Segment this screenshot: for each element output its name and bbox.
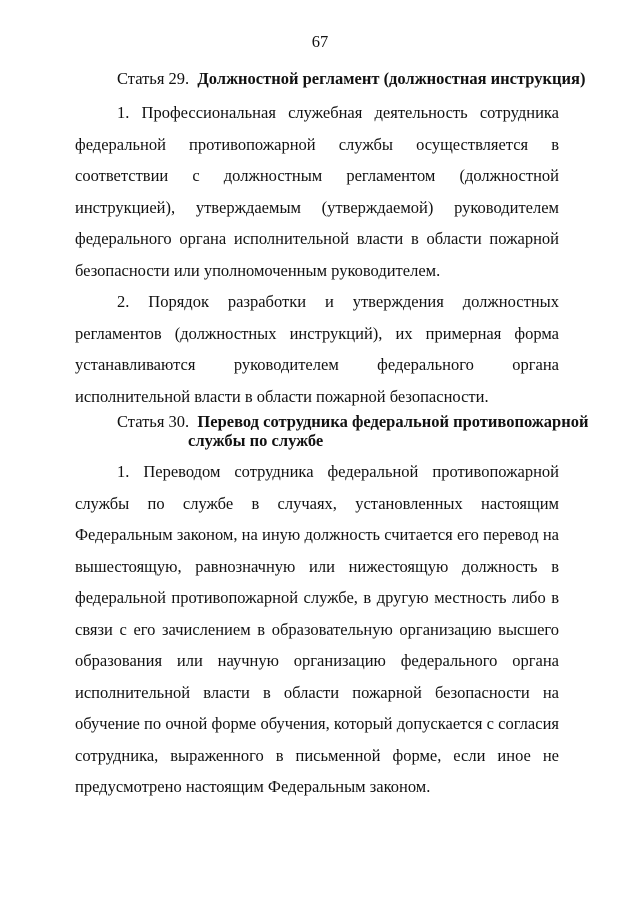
article-30-label: Статья 30. [117, 412, 190, 431]
article-29-label: Статья 29. [117, 69, 190, 88]
article-30-title-line-1: Перевод сотрудника федеральной противопожарной [197, 412, 589, 431]
article-30-title-line-2: службы по службе [188, 431, 324, 450]
page-number: 67 [311, 32, 329, 51]
article-29-paragraph-1: 1. Профессиональная служебная деятельность сотрудника федеральной противопожарной службы осуществляется в соответствии с должностным регламентом (должностной инструкцией), утверждаемым (утверждаемой) руководителем федерального органа исполнительной власти в области пожарной безопасности или уполномоченным руководителем. [75, 103, 559, 280]
article-30-paragraph-1: 1. Переводом сотрудника федеральной противопожарной службы по службе в случаях, установленных настоящим Федеральным законом, на иную должность считается его перевод на вышестоящую, равнозначную или нижестоящую должность в федеральной противопожарной службе, в другую местность либо в связи с его зачислением в образовательную организацию высшего образования или научную организацию федерального органа исполнительной власти в области пожарной безопасности на обучение по очной форме обучения, который допускается с согласия сотрудника, выраженного в письменной форме, если иное не предусмотрено настоящим Федеральным законом. [75, 462, 559, 796]
article-29-heading [117, 69, 585, 89]
article-30-heading [117, 412, 588, 432]
article-29-paragraph-2: 2. Порядок разработки и утверждения должностных регламентов (должностных инструкций), их примерная форма устанавливаются руководителем федерального органа исполнительной власти в области пожарной безопасности. [75, 292, 559, 406]
article-29-title: Должностной регламент (должностная инструкция) [197, 69, 586, 88]
